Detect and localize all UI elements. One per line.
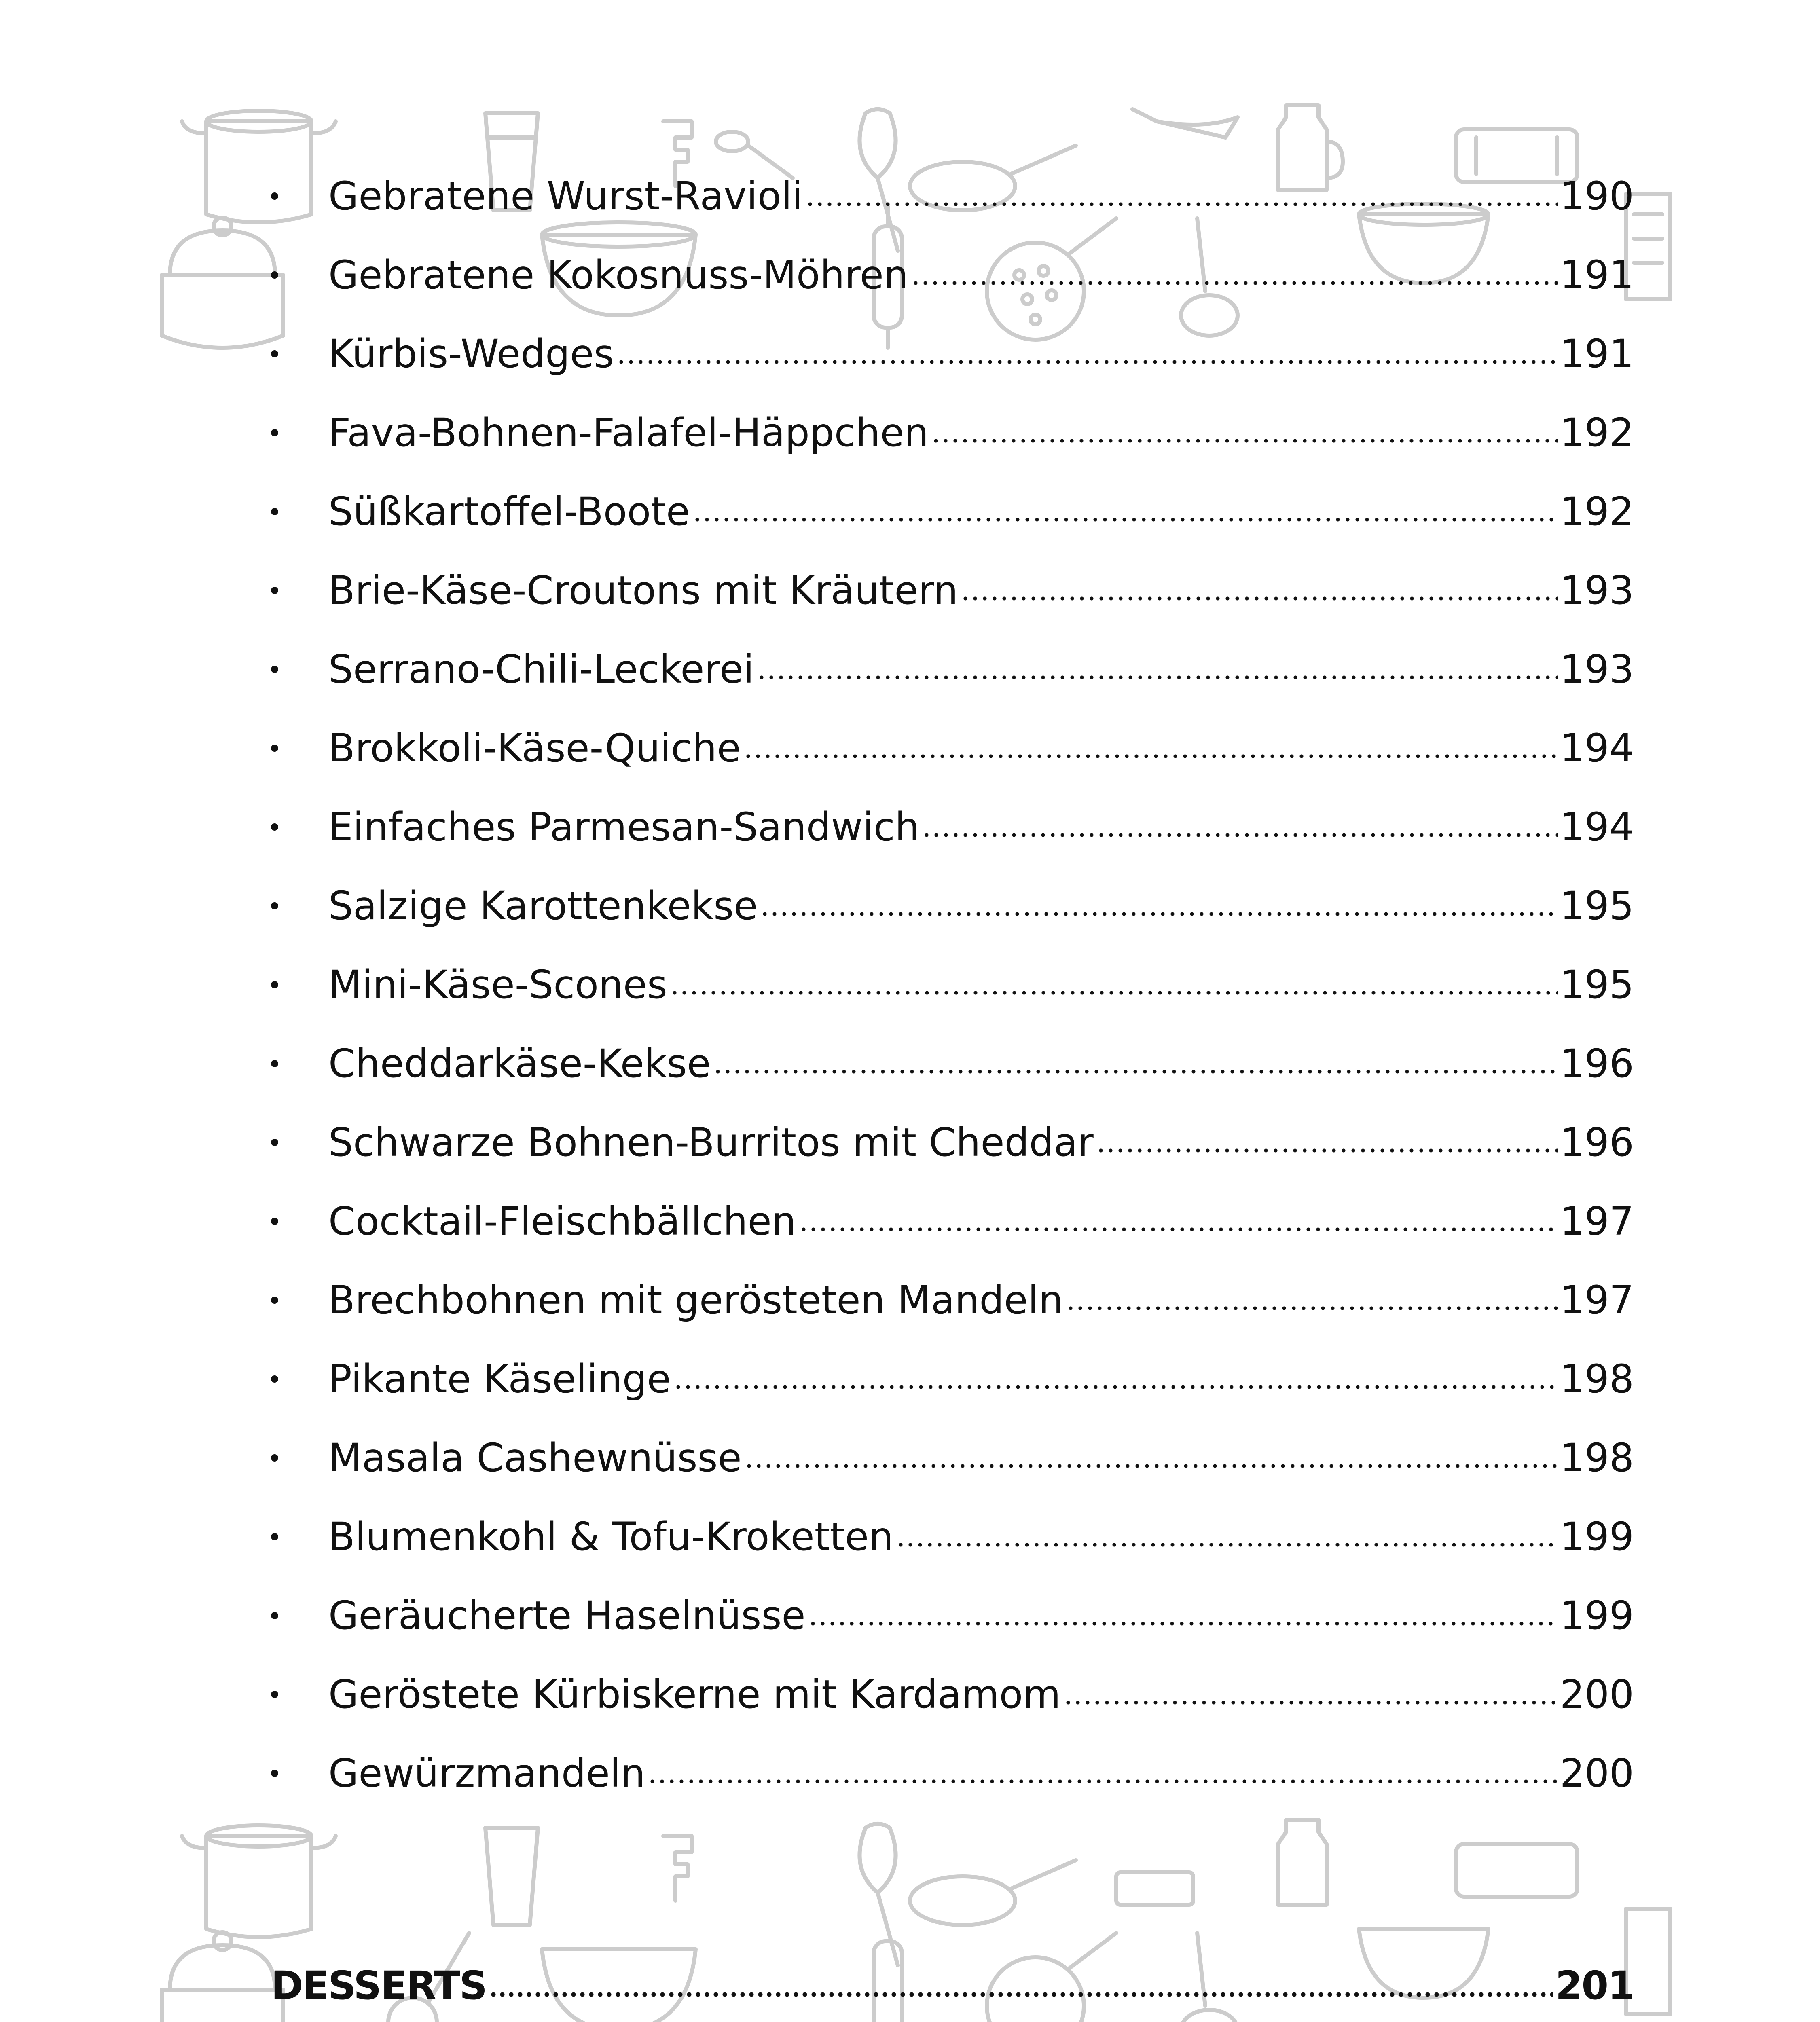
page-number: 193 — [1560, 647, 1634, 692]
dot-leader — [713, 1069, 1557, 1074]
toc-entry[interactable] — [271, 168, 1634, 224]
page-number: 199 — [1560, 1593, 1634, 1638]
toc-entry[interactable] — [271, 1666, 1634, 1723]
entry-title: Geräucherte Haselnüsse — [328, 1593, 806, 1638]
page-number: 195 — [1560, 883, 1634, 929]
dot-leader — [744, 1463, 1558, 1469]
entry-title: Süßkartoffel-Boote — [328, 489, 690, 534]
toc-entry[interactable] — [271, 956, 1634, 1013]
page-number: 190 — [1560, 173, 1634, 219]
toc-entry[interactable] — [271, 1430, 1634, 1486]
dot-leader — [922, 832, 1557, 838]
dot-leader — [1096, 1148, 1558, 1153]
page-number: 197 — [1560, 1277, 1634, 1323]
page-number: 196 — [1560, 1041, 1634, 1086]
bullet-icon — [271, 1297, 278, 1304]
toc-entry[interactable] — [271, 878, 1634, 934]
bullet-icon — [271, 1770, 278, 1777]
bullet-icon — [271, 1454, 278, 1462]
toc-entry[interactable] — [271, 1745, 1634, 1802]
bullet-icon — [271, 271, 278, 279]
entry-title: Salzige Karottenkekse — [328, 883, 758, 929]
page-number: 200 — [1560, 1672, 1634, 1717]
toc-entry[interactable] — [271, 1035, 1634, 1092]
dot-leader — [896, 1542, 1558, 1548]
toc-section-heading[interactable] — [271, 1953, 1634, 2018]
bullet-icon — [271, 587, 278, 594]
section-title: DESSERTS — [271, 1963, 487, 2008]
entry-title: Blumenkohl & Tofu-Kroketten — [328, 1514, 893, 1559]
bullet-icon — [271, 902, 278, 909]
bullet-icon — [271, 192, 278, 200]
dot-leader — [799, 1227, 1558, 1232]
bullet-icon — [271, 1612, 278, 1619]
bullet-icon — [271, 429, 278, 436]
dot-leader — [805, 201, 1558, 207]
entry-title: Cheddarkäse-Kekse — [328, 1041, 711, 1086]
dot-leader — [1063, 1700, 1558, 1705]
entry-title: Gebratene Kokosnuss-Möhren — [328, 252, 908, 298]
entry-title: Cocktail-Fleischbällchen — [328, 1199, 796, 1244]
toc-entry[interactable] — [271, 1508, 1634, 1565]
page-number: 191 — [1560, 331, 1634, 376]
toc-entry[interactable] — [271, 326, 1634, 382]
page-number: 195 — [1560, 962, 1634, 1007]
dot-leader — [931, 438, 1558, 444]
toc-entry[interactable] — [271, 562, 1634, 619]
bullet-icon — [271, 823, 278, 831]
page-number: 197 — [1560, 1199, 1634, 1244]
dot-leader — [760, 911, 1557, 917]
bullet-icon — [271, 981, 278, 988]
page-number: 198 — [1560, 1435, 1634, 1481]
toc-entry[interactable] — [271, 483, 1634, 540]
toc-entry[interactable] — [271, 720, 1634, 776]
entry-title: Einfaches Parmesan-Sandwich — [328, 804, 920, 850]
toc-entry[interactable] — [271, 1272, 1634, 1328]
dot-leader — [616, 359, 1558, 365]
page-number: 198 — [1560, 1356, 1634, 1402]
entry-title: Brie-Käse-Croutons mit Kräutern — [328, 568, 958, 613]
dot-leader — [743, 753, 1558, 759]
page-number: 192 — [1560, 489, 1634, 534]
dot-leader — [1066, 1305, 1558, 1311]
entry-title: Brechbohnen mit gerösteten Mandeln — [328, 1277, 1063, 1323]
entry-title: Masala Cashewnüsse — [328, 1435, 742, 1481]
page-number: 192 — [1560, 410, 1634, 455]
bullet-icon — [271, 666, 278, 673]
page-number: 194 — [1560, 725, 1634, 771]
toc-entry[interactable] — [271, 1351, 1634, 1407]
page-number: 200 — [1560, 1751, 1634, 1796]
entry-title: Schwarze Bohnen-Burritos mit Cheddar — [328, 1120, 1094, 1165]
toc-entry[interactable] — [271, 1587, 1634, 1644]
page-number: 191 — [1560, 252, 1634, 298]
page-number: 194 — [1560, 804, 1634, 850]
dot-leader — [961, 596, 1558, 601]
page-number: 199 — [1560, 1514, 1634, 1559]
section-page-number: 201 — [1555, 1963, 1634, 2008]
entry-title: Serrano-Chili-Leckerei — [328, 647, 754, 692]
entry-title: Kürbis-Wedges — [328, 331, 614, 376]
bullet-icon — [271, 1375, 278, 1383]
entry-title: Gewürzmandeln — [328, 1751, 645, 1796]
dot-leader — [489, 1991, 1553, 1998]
toc-entry[interactable] — [271, 1193, 1634, 1250]
toc-entry[interactable] — [271, 404, 1634, 461]
entry-title: Fava-Bohnen-Falafel-Häppchen — [328, 410, 929, 455]
page-number: 196 — [1560, 1120, 1634, 1165]
dot-leader — [673, 1384, 1558, 1390]
entry-title: Mini-Käse-Scones — [328, 962, 667, 1007]
entry-title: Brokkoli-Käse-Quiche — [328, 725, 741, 771]
bullet-icon — [271, 1060, 278, 1067]
page-number: 193 — [1560, 568, 1634, 613]
bullet-icon — [271, 350, 278, 357]
dot-leader — [808, 1621, 1558, 1626]
dot-leader — [911, 280, 1558, 286]
entry-title: Geröstete Kürbiskerne mit Kardamom — [328, 1672, 1061, 1717]
bullet-icon — [271, 1533, 278, 1540]
bullet-icon — [271, 1218, 278, 1225]
entry-title: Pikante Käselinge — [328, 1356, 671, 1402]
dot-leader — [670, 990, 1558, 996]
entry-title: Gebratene Wurst-Ravioli — [328, 173, 803, 219]
dot-leader — [757, 675, 1558, 680]
bullet-icon — [271, 1139, 278, 1146]
dot-leader — [648, 1779, 1557, 1784]
toc-entry[interactable] — [271, 799, 1634, 855]
bullet-icon — [271, 508, 278, 515]
toc-entry[interactable] — [271, 641, 1634, 698]
toc-entry[interactable] — [271, 1114, 1634, 1171]
toc-entry[interactable] — [271, 247, 1634, 303]
bullet-icon — [271, 1691, 278, 1698]
bullet-icon — [271, 745, 278, 752]
dot-leader — [692, 517, 1558, 522]
